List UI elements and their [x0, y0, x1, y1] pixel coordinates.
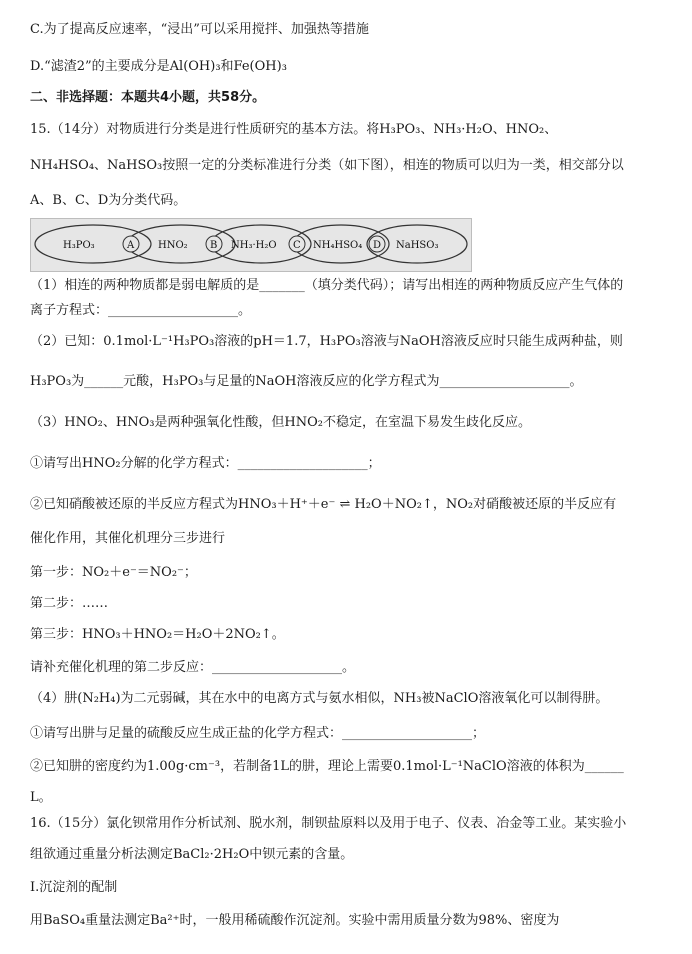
section-heading: 二、非选择题：本题共4小题，共58分。 — [30, 90, 266, 105]
q15-part1-b: 离子方程式：____________________。 — [30, 303, 252, 318]
q15-part1-a: （1）相连的两种物质都是弱电解质的是_______（填分类代码）；请写出相连的两种物质反应产生气体的 — [30, 278, 624, 293]
label-nh3h2o: NH₃·H₂O — [231, 240, 277, 251]
q16-stem-2: 组欲通过重量分析法测定BaCl₂·2H₂O中钡元素的含量。 — [30, 847, 354, 862]
label-nahso3: NaHSO₃ — [396, 240, 439, 251]
label-h3po3: H₃PO₃ — [63, 240, 95, 251]
code-b: B — [210, 240, 218, 251]
q15-stem-3: A、B、C、D为分类代码。 — [30, 193, 187, 208]
label-nh4hso4: NH₄HSO₄ — [313, 240, 363, 251]
q15-step-3: 第三步：HNO₃＋HNO₂＝H₂O＋2NO₂↑。 — [30, 627, 285, 642]
q15-stem-1: 15.（14分）对物质进行分类是进行性质研究的基本方法。将H₃PO₃、NH₃·H₂O、HNO₂、 — [30, 122, 558, 137]
q15-part3-stem: （3）HNO₂、HNO₃是两种强氧化性酸，但HNO₂不稳定，在室温下易发生歧化反应。 — [30, 415, 532, 430]
q15-part2-a: （2）已知：0.1mol·L⁻¹H₃PO₃溶液的pH＝1.7，H₃PO₃溶液与NaOH溶液反应时只能生成两种盐，则 — [30, 334, 623, 349]
q16-stem-1: 16.（15分）氯化钡常用作分析试剂、脱水剂，制钡盐原料以及用于电子、仪表、冶金等工业。某实验小 — [30, 816, 627, 831]
q15-part4-1: ①请写出肼与足量的硫酸反应生成正盐的化学方程式：____________________； — [30, 726, 486, 741]
q15-part3-1: ①请写出HNO₂分解的化学方程式：____________________； — [30, 456, 381, 471]
label-hno2: HNO₂ — [158, 240, 188, 251]
q15-part3-2b: 催化作用，其催化机理分三步进行 — [30, 531, 226, 546]
q15-stem-2: NH₄HSO₄、NaHSO₃按照一定的分类标准进行分类（如下图），相连的物质可以归为一类，相交部分以 — [30, 158, 624, 173]
classification-ellipses — [31, 219, 471, 271]
classification-diagram — [30, 218, 472, 272]
q15-step-2: 第二步：…… — [30, 596, 109, 611]
q15-step-1: 第一步：NO₂＋e⁻＝NO₂⁻； — [30, 565, 197, 580]
q15-part3-step2-blank: 请补充催化机理的第二步反应：____________________。 — [30, 660, 356, 675]
code-d: D — [373, 240, 382, 251]
code-c: C — [293, 240, 301, 251]
option-c: C.为了提高反应速率，“浸出”可以采用搅拌、加强热等措施 — [30, 22, 369, 37]
q16-subheading: I.沉淀剂的配制 — [30, 880, 118, 895]
q15-part4-stem: （4）肼(N₂H₄)为二元弱碱，其在水中的电离方式与氨水相似，NH₃被NaClO溶液氧化可以制得肼。 — [30, 691, 609, 706]
q16-stem-3: 用BaSO₄重量法测定Ba²⁺时，一般用稀硫酸作沉淀剂。实验中需用质量分数为98%、密度为 — [30, 913, 560, 928]
q15-part4-2a: ②已知肼的密度约为1.00g·cm⁻³，若制备1L的肼，理论上需要0.1mol·L⁻¹NaClO溶液的体积为______ — [30, 759, 624, 774]
q15-part2-b: H₃PO₃为______元酸，H₃PO₃与足量的NaOH溶液反应的化学方程式为____________________。 — [30, 374, 583, 389]
q15-part3-2a: ②已知硝酸被还原的半反应方程式为HNO₃＋H⁺＋e⁻ ⇌ H₂O＋NO₂↑，NO₂对硝酸被还原的半反应有 — [30, 497, 617, 512]
q15-part4-2b: L。 — [30, 790, 52, 805]
code-a: A — [127, 240, 135, 251]
option-d: D.“滤渣2”的主要成分是Al(OH)₃和Fe(OH)₃ — [30, 59, 287, 74]
